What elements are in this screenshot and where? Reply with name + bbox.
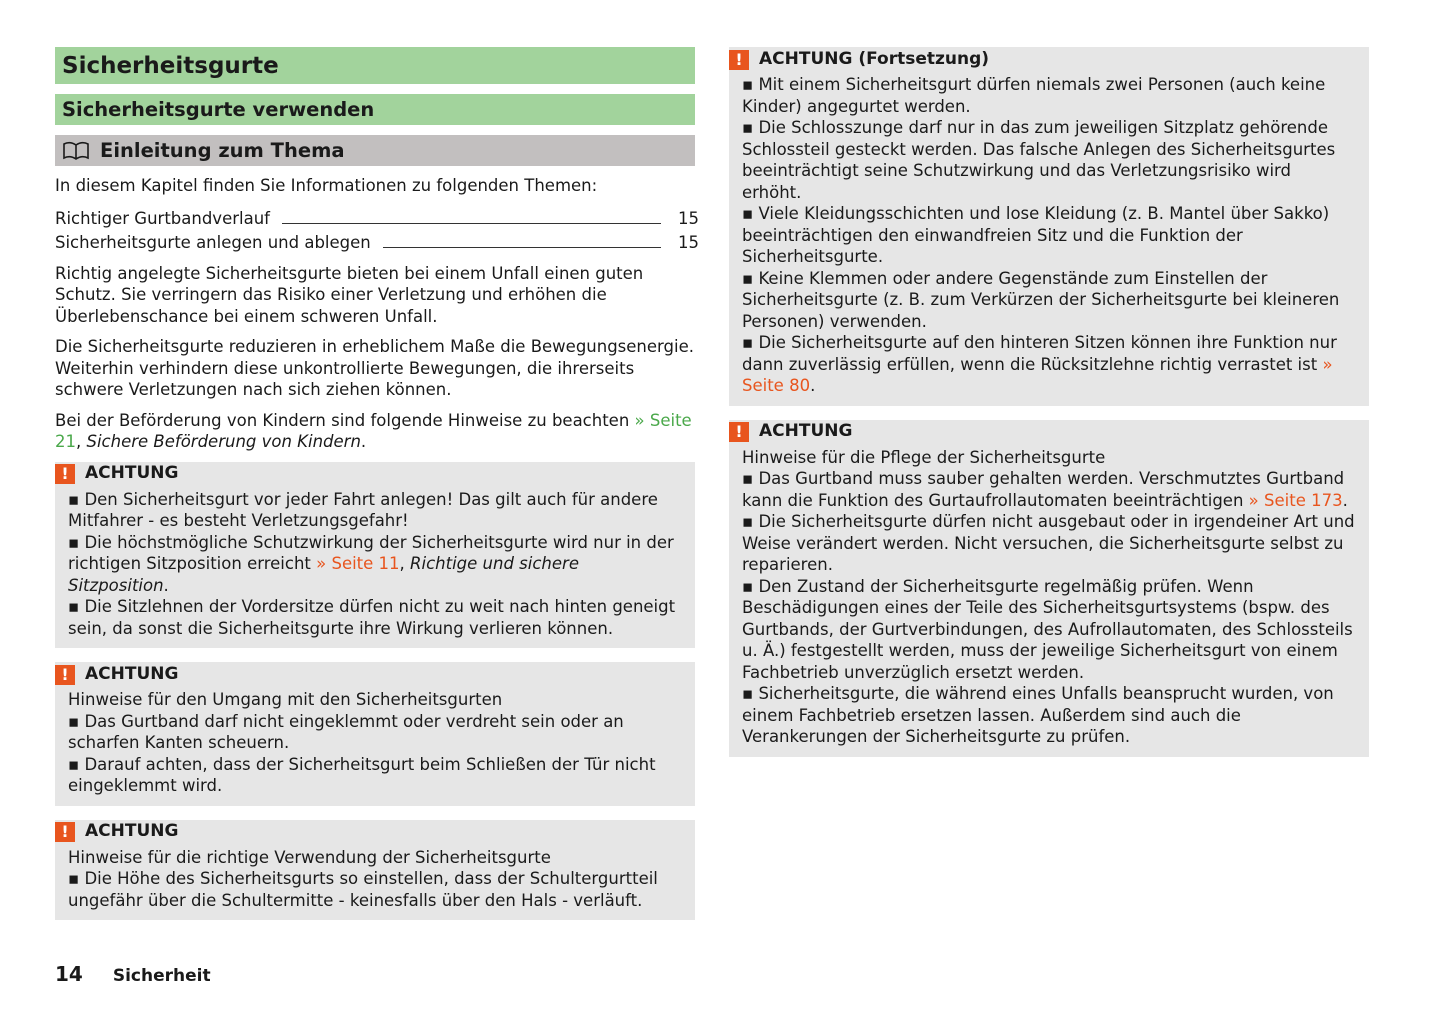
page-link[interactable]: » Seite 80	[742, 354, 1333, 395]
leader-line	[383, 247, 661, 248]
subsection-title	[55, 135, 695, 166]
section-title: Sicherheitsgurte verwenden	[55, 94, 695, 125]
page-footer	[55, 964, 211, 988]
warning-item: ▪ Das Gurtband darf nicht eingeklemmt oder verdreht sein oder an scharfen Kanten scheuern.	[68, 711, 681, 754]
topic-list	[55, 206, 699, 254]
page-number: 14	[55, 962, 83, 986]
warning-intro: Hinweise für die richtige Verwendung der Sicherheitsgurte	[68, 847, 551, 867]
right-column	[729, 47, 1369, 771]
warning-item: ▪ Den Zustand der Sicherheitsgurte regelmäßig prüfen. Wenn Beschädigungen eines der Teile des Sicherheitsgurtsystems (bspw. des Gurtbands, der Gurtverbindungen, des Aufrollautomaten, des Schlossteils u. Ä.) festgestellt werden, muss der jeweilige Sicherheitsgurt von einem Fachbetrieb unverzüglich ersetzt werden.	[742, 576, 1355, 684]
warning-intro: Hinweise für die Pflege der Sicherheitsgurte	[742, 447, 1106, 467]
warning-intro: Hinweise für den Umgang mit den Sicherheitsgurten	[68, 690, 503, 709]
warning-box	[55, 820, 695, 921]
warning-title: ACHTUNG	[85, 463, 179, 484]
warning-item: ▪ Die Sitzlehnen der Vordersitze dürfen nicht zu weit nach hinten geneigt sein, da sonst die Sicherheitsgurte ihre Wirkung verlieren können.	[68, 596, 681, 639]
warning-title: ACHTUNG (Fortsetzung)	[759, 48, 990, 69]
warning-title: ACHTUNG	[85, 821, 179, 842]
warning-box	[55, 462, 695, 649]
topic-entry[interactable]	[55, 206, 699, 230]
warning-item: ▪ Die höchstmögliche Schutzwirkung der Sicherheitsgurte wird nur in der richtigen Sitzposition erreicht » Seite 11, Richtige und sichere Sitzposition.	[68, 532, 681, 597]
warning-title: ACHTUNG	[759, 421, 853, 442]
warning-item: ▪ Die Höhe des Sicherheitsgurts so einstellen, dass der Schultergurtteil ungefähr über die Schultermitte - keinesfalls über den Hals - verläuft.	[68, 868, 681, 911]
warning-body	[729, 447, 1369, 748]
topic-page: 15	[678, 209, 699, 228]
warning-item: ▪ Das Gurtband muss sauber gehalten werden. Verschmutztes Gurtband kann die Funktion des Gurtaufrollautomaten beeinträchtigen » Seite 173.	[742, 468, 1355, 511]
topic-label: Richtiger Gurtbandverlauf	[55, 209, 270, 228]
topic-page: 15	[678, 233, 699, 252]
warning-body	[729, 74, 1369, 397]
warning-icon: !	[55, 464, 75, 484]
warning-header	[55, 662, 695, 685]
left-column	[55, 47, 699, 934]
warning-body	[55, 847, 695, 912]
reference-title: Richtige und sichere Sitzposition	[68, 554, 579, 595]
warning-header	[55, 462, 695, 485]
chapter-title: Sicherheitsgurte	[55, 47, 695, 84]
warning-icon: !	[729, 50, 749, 70]
paragraph-child-transport: Bei der Beförderung von Kindern sind folgende Hinweise zu beachten » Seite 21, Sichere Beförderung von Kindern.	[55, 410, 692, 451]
leader-line	[282, 223, 661, 224]
warning-icon: !	[55, 665, 75, 685]
warning-item: ▪ Sicherheitsgurte, die während eines Unfalls beansprucht wurden, von einem Fachbetrieb ersetzen lassen. Außerdem sind auch die Verankerungen der Sicherheitsgurte zu prüfen.	[742, 683, 1355, 748]
warning-box	[55, 662, 695, 806]
warning-item: ▪ Mit einem Sicherheitsgurt dürfen niemals zwei Personen (auch keine Kinder) angegurtet werden.	[742, 74, 1355, 117]
warning-body	[55, 689, 695, 797]
warning-item: ▪ Die Schlosszunge darf nur in das zum jeweiligen Sitzplatz gehörende Schlossteil gesteckt werden. Das falsche Anlegen des Sicherheitsgurtes beeinträchtigt seine Schutzwirkung und das Verletzungsrisiko wird erhöht.	[742, 117, 1355, 203]
warning-item: ▪ Viele Kleidungsschichten und lose Kleidung (z. B. Mantel über Sakko) beeinträchtigen den einwandfreien Sitz und die Funktion der Sicherheitsgurte.	[742, 203, 1355, 268]
warning-title: ACHTUNG	[85, 663, 179, 684]
reference-title: Sichere Beförderung von Kindern	[86, 432, 361, 451]
warning-header	[729, 420, 1369, 443]
paragraph: Die Sicherheitsgurte reduzieren in erheblichem Maße die Bewegungsenergie. Weiterhin verhindern diese unkontrollierte Bewegungen, die ihrerseits schwere Verletzungen nach sich ziehen können.	[55, 337, 694, 399]
topic-label: Sicherheitsgurte anlegen und ablegen	[55, 233, 371, 252]
warning-box	[729, 420, 1369, 757]
subsection-title-text: Einleitung zum Thema	[100, 138, 345, 162]
topic-entry[interactable]	[55, 230, 699, 254]
warning-header	[55, 820, 695, 843]
page-link[interactable]: » Seite 11	[316, 554, 400, 573]
intro-text: In diesem Kapitel finden Sie Informationen zu folgenden Themen:	[55, 176, 598, 195]
warning-body	[55, 489, 695, 640]
warning-icon: !	[55, 822, 75, 842]
warning-item: ▪ Keine Klemmen oder andere Gegenstände zum Einstellen der Sicherheitsgurte (z. B. zum Verkürzen der Sicherheitsgurte bei kleineren Personen) verwenden.	[742, 268, 1355, 333]
warning-icon: !	[729, 422, 749, 442]
book-icon	[62, 141, 90, 161]
paragraph: Richtig angelegte Sicherheitsgurte bieten bei einem Unfall einen guten Schutz. Sie verringern das Risiko einer Verletzung und erhöhen die Überlebenschance bei einem schweren Unfall.	[55, 263, 644, 326]
warning-item: ▪ Die Sicherheitsgurte dürfen nicht ausgebaut oder in irgendeiner Art und Weise verändert werden. Nicht versuchen, die Sicherheitsgurte selbst zu reparieren.	[742, 511, 1355, 576]
page-link[interactable]: » Seite 173	[1248, 490, 1343, 510]
warning-item: ▪ Die Sicherheitsgurte auf den hinteren Sitzen können ihre Funktion nur dann zuverlässig erfüllen, wenn die Rücksitzlehne richtig verrastet ist » Seite 80.	[742, 332, 1355, 397]
footer-section: Sicherheit	[112, 966, 211, 986]
warning-box	[729, 47, 1369, 406]
warning-item: ▪ Darauf achten, dass der Sicherheitsgurt beim Schließen der Tür nicht eingeklemmt wird.	[68, 754, 681, 797]
warning-header	[729, 47, 1369, 70]
page-link[interactable]: » Seite 21	[55, 410, 692, 451]
warning-item: ▪ Den Sicherheitsgurt vor jeder Fahrt anlegen! Das gilt auch für andere Mitfahrer - es besteht Verletzungsgefahr!	[68, 489, 681, 532]
